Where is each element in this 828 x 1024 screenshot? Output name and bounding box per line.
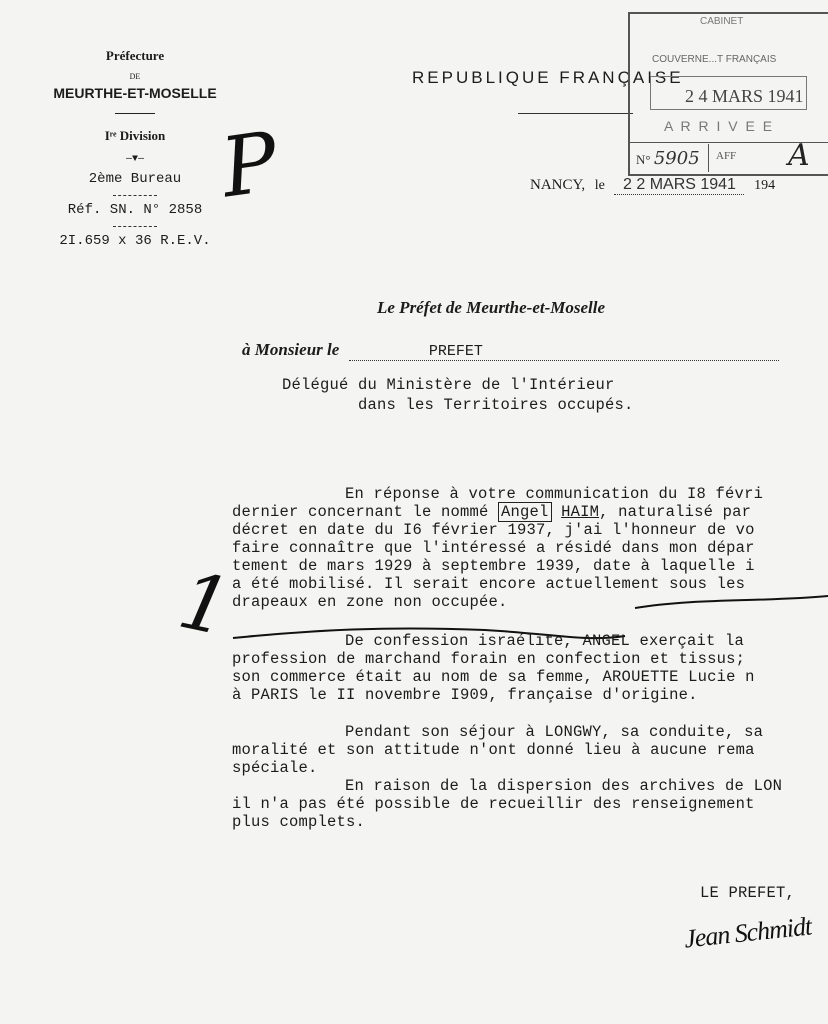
year-suffix: 194	[754, 178, 776, 193]
department-name: MEURTHE-ET-MOSELLE	[53, 85, 217, 101]
division-label: Iʳᵉ Division	[104, 128, 166, 143]
p1-space	[552, 503, 562, 521]
p3-line2: moralité et son attitude n'ont donné lieu à aucune rema	[232, 741, 755, 759]
ref-label: Réf. SN. N°	[67, 202, 161, 218]
stamp-date: 2 4 MARS 1941	[685, 86, 804, 106]
stamp-no-label: N°	[636, 152, 651, 167]
p4-line3: plus complets.	[232, 813, 366, 831]
recipient-prefix: à Monsieur le	[242, 340, 340, 359]
header-dash-1	[113, 195, 157, 196]
title-underline	[518, 113, 633, 114]
stroke-right	[635, 596, 828, 608]
recipient-line1: Délégué du Ministère de l'Intérieur	[282, 376, 615, 394]
p1-line6: a été mobilisé. Il serait encore actuellement sous les	[232, 575, 746, 593]
header-rule	[115, 113, 155, 114]
stamp-aff-label: AFF	[716, 150, 737, 162]
bureau-label: 2ème Bureau	[88, 171, 182, 187]
p1-line1: En réponse à votre communication du I8 févri	[345, 485, 764, 503]
ref-code: 2I.659 x 36 R.E.V.	[59, 233, 211, 249]
place-le: le	[594, 178, 605, 193]
p1-line5: tement de mars 1929 à septembre 1939, date à laquelle i	[232, 557, 755, 575]
name-angel-box: Angel	[498, 502, 552, 522]
p1-line2-a: dernier concernant le nommé	[232, 503, 499, 521]
recipient-line	[242, 340, 779, 361]
place-name: NANCY,	[530, 177, 586, 193]
stamp-arrive: A R R I V E E	[664, 118, 775, 134]
p1-line2-b: , naturalisé par	[599, 503, 752, 521]
ref-line	[20, 202, 250, 218]
place-date-line	[530, 176, 775, 195]
p3-line3: spéciale.	[232, 759, 318, 777]
p3-line1: Pendant son séjour à LONGWY, sa conduite, sa	[345, 723, 764, 741]
handwritten-p-mark: P	[215, 114, 284, 217]
p1-line2	[232, 503, 751, 521]
p2-line1: De confession israélite, ANGEL exerçait la	[345, 632, 745, 650]
p2-line3: son commerce était au nom de sa femme, AROUETTE Lucie n	[232, 668, 755, 686]
stamp-date-box	[650, 76, 807, 110]
name-haim: HAIM	[561, 503, 600, 521]
stamp-divider-v	[708, 144, 709, 172]
p1-line7: drapeaux en zone non occupée.	[232, 593, 508, 611]
prefecture-label: Préfecture	[105, 48, 165, 63]
p1-line3: décret en date du I6 février 1937, j'ai l'honneur de vo	[232, 521, 755, 539]
header-dash-2	[113, 226, 157, 227]
arrival-stamp	[628, 12, 828, 176]
letter-date: 2 2 MARS 1941	[614, 176, 744, 195]
ornament-triangle-icon: —▼—	[125, 154, 144, 165]
stamp-line1: CABINET	[700, 16, 744, 27]
sender: Le Préfet de Meurthe-et-Moselle	[377, 298, 606, 317]
p2-line2: profession de marchand forain en confection et tissus;	[232, 650, 746, 668]
p4-line1: En raison de la dispersion des archives de LON	[345, 777, 783, 795]
stamp-no	[636, 148, 700, 169]
de-label: DE	[129, 72, 141, 81]
stamp-line2: COUVERNE...T FRANÇAIS	[652, 54, 777, 65]
republic-title: REPUBLIQUE FRANÇAISE	[412, 68, 684, 87]
p4-line2: il n'a pas été possible de recueillir des renseignement	[232, 795, 755, 813]
recipient-line2: dans les Territoires occupés.	[358, 396, 634, 414]
prefecture-header	[20, 48, 250, 249]
handwritten-signature: Jean Schmidt	[682, 911, 813, 954]
recipient-title: PREFET	[349, 343, 779, 361]
ref-number: 2858	[168, 202, 203, 218]
p1-line4: faire connaître que l'intéressé a résidé dans mon dépar	[232, 539, 755, 557]
handwritten-1-mark: 1	[171, 555, 239, 655]
stamp-no-value: 5905	[653, 148, 700, 169]
p2-line4: à PARIS le II novembre I909, française d'origine.	[232, 686, 698, 704]
signature-title: LE PREFET,	[700, 884, 796, 902]
stamp-aff-value: A	[788, 138, 810, 173]
